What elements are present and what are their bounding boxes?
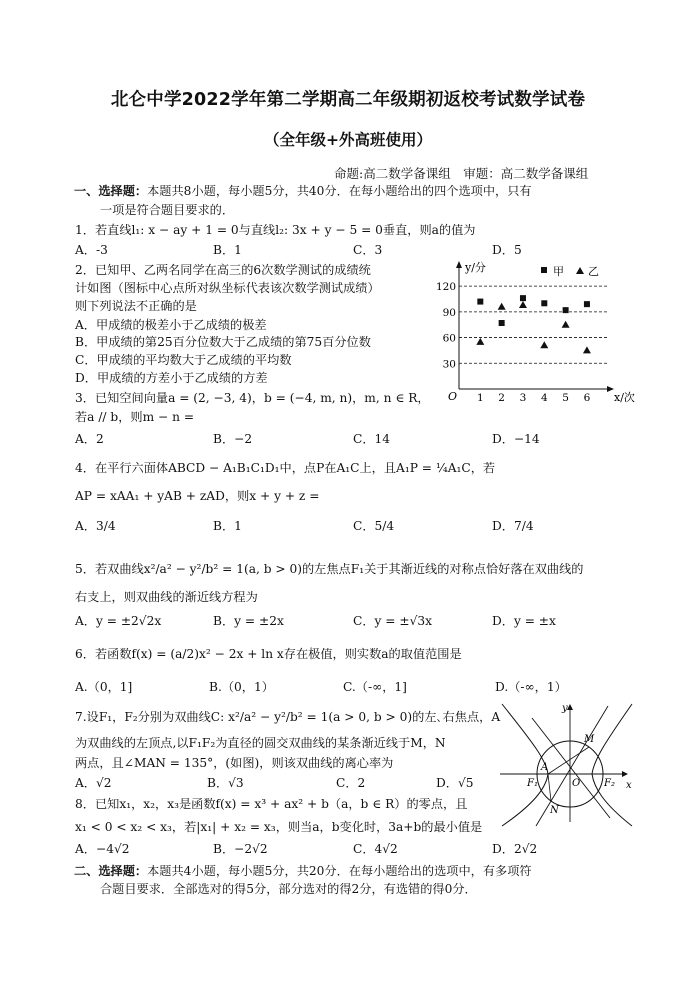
x-tick-label: 5	[562, 392, 569, 404]
fig-label-m: M	[584, 734, 595, 745]
q8-stem-line2: x₁ < 0 < x₂ < x₃，若|x₁| + x₂ = x₃，则当a，b变化时，3a+b的最小值是	[75, 820, 483, 834]
section2-text2: 合题目要求．全部选对的得5分，部分选对的得2分，有选错的得0分．	[100, 882, 477, 896]
q5-option-d: D．y = ±x	[492, 614, 556, 628]
q2-stem-line2: 计如图（图标中心点所对纵坐标代表该次数学测试成绩）	[75, 281, 380, 295]
chart-xlabel: x/次	[614, 391, 635, 404]
point-jia-3	[520, 295, 526, 301]
point-jia-2	[499, 320, 505, 326]
fig-label-o: O	[572, 778, 581, 789]
q7-option-b: B．√3	[207, 776, 244, 790]
point-jia-4	[541, 300, 547, 306]
q4-stem-line1: 4．在平行六面体ABCD − A₁B₁C₁D₁中，点P在A₁C上，且A₁P = ¼A₁C，若	[75, 461, 496, 475]
chart-y-axis-arrow	[456, 261, 462, 268]
q3-option-c: C．14	[353, 432, 391, 446]
q7-stem-line3: 两点，且∠MAN = 135°，(如图)，则该双曲线的离心率为	[75, 756, 394, 770]
y-tick-label: 60	[442, 332, 456, 345]
q7-stem-line1: 7.设F₁，F₂分别为双曲线C: x²/a² − y²/b² = 1(a > 0, b > 0)的左､右焦点，A	[75, 710, 501, 724]
section2-heading	[74, 862, 532, 879]
point-jia-1	[477, 299, 483, 305]
chart-x-axis-arrow	[607, 386, 614, 392]
x-tick-label: 6	[583, 392, 591, 404]
q4-option-a: A．3/4	[75, 519, 116, 533]
q4-option-d: D．7/4	[492, 519, 534, 533]
fig-x-arrow	[622, 771, 628, 777]
chart-origin: O	[448, 390, 458, 403]
y-tick-label: 90	[442, 306, 456, 319]
fig-label-f2: F₂	[604, 778, 615, 789]
page-title: 北仑中学2022学年第二学期高二年级期初返校考试数学试卷	[110, 90, 586, 110]
q5-option-c: C．y = ±√3x	[353, 614, 432, 628]
fig-seg-am	[548, 747, 589, 774]
q1-stem: 1．若直线l₁: x − ay + 1 = 0与直线l₂: 3x + y − 5 = 0垂直，则a的值为	[75, 223, 476, 237]
q2-option-b: B．甲成绩的第25百分位数大于乙成绩的第75百分位数	[75, 335, 371, 349]
point-yi-6	[583, 346, 591, 353]
y-tick-label: 30	[442, 358, 456, 371]
legend-triangle-marker	[576, 267, 584, 274]
q8-option-b: B．−2√2	[213, 842, 268, 856]
fig-y-arrow	[567, 704, 573, 710]
fig-label-x: x	[626, 780, 632, 791]
q2-option-a: A．甲成绩的极差小于乙成绩的极差	[75, 318, 267, 332]
q4-stem-line2: AP = xAA₁ + yAB + zAD，则x + y + z =	[75, 489, 320, 503]
q1-option-a: A．-3	[75, 243, 108, 257]
q3-stem-line1: 3．已知空间向量a = (2, −3, 4)，b = (−4, m, n)，m, n ∈ R，	[75, 391, 430, 405]
q1-option-d: D．5	[492, 243, 522, 257]
q3-stem-line2: 若a // b，则m − n =	[75, 410, 195, 424]
legend-label-yi: 乙	[588, 265, 599, 278]
q4-option-c: C．5/4	[353, 519, 395, 533]
legend-square-marker	[541, 267, 547, 273]
q5-stem-line1: 5．若双曲线x²/a² − y²/b² = 1(a, b > 0)的左焦点F₁关于其渐近线的对称点恰好落在双曲线的	[75, 562, 584, 576]
q5-stem-line2: 右支上，则双曲线的渐近线方程为	[75, 590, 258, 604]
x-tick-label: 3	[519, 392, 527, 404]
q2-stem-line1: 2．已知甲、乙两名同学在高三的6次数学测试的成绩统	[75, 263, 371, 277]
q7-option-d: D．√5	[436, 776, 474, 790]
section2-label: 二、选择题：	[74, 864, 148, 878]
q1-option-c: C．3	[353, 243, 383, 257]
fig-label-n: N	[550, 805, 559, 816]
y-tick-label: 120	[435, 281, 456, 294]
legend-label-jia: 甲	[553, 265, 564, 278]
q6-option-b: B.（0，1）	[209, 680, 274, 694]
point-yi-4	[540, 341, 548, 348]
chart-ylabel: y/分	[465, 261, 486, 274]
q7-option-c: C．2	[336, 776, 366, 790]
q2-stem-line3: 则下列说法不正确的是	[75, 299, 197, 313]
q3-option-a: A．2	[75, 432, 104, 446]
point-yi-3	[519, 301, 527, 308]
q8-option-c: C．4√2	[353, 842, 398, 856]
q6-option-a: A.（0，1]	[75, 680, 133, 694]
q6-option-d: D.（-∞，1）	[495, 680, 567, 694]
section1-label: 一、选择题：	[74, 184, 148, 198]
q4-option-b: B．1	[213, 519, 242, 533]
hyperbola-figure	[494, 698, 636, 826]
q7-stem-line2: 为双曲线的左顶点,以F₁F₂为直径的圆交双曲线的某条渐近线于M，N	[75, 736, 446, 750]
q8-stem-line1: 8．已知x₁，x₂，x₃是函数f(x) = x³ + ax² + b（a，b ∈ R）的零点，且	[75, 797, 468, 811]
point-yi-1	[476, 338, 484, 345]
q1-option-b: B．1	[213, 243, 242, 257]
section1-heading	[74, 182, 532, 199]
section2-text1: 本题共4小题，每小题5分，共20分．在每小题给出的选项中，有多项符	[147, 864, 532, 878]
q2-option-d: D．甲成绩的方差小于乙成绩的方差	[75, 371, 268, 385]
fig-label-y: y	[562, 703, 568, 714]
page-subtitle: （全年级+外高班使用）	[264, 131, 432, 149]
q6-stem: 6．若函数f(x) = (a/2)x² − 2x + ln x存在极值，则实数a的取值范围是	[75, 647, 462, 661]
q5-option-a: A．y = ±2√2x	[75, 614, 162, 628]
q2-option-c: C．甲成绩的平均数大于乙成绩的平均数	[75, 353, 292, 367]
x-tick-label: 2	[498, 392, 505, 404]
q7-option-a: A．√2	[75, 776, 112, 790]
point-yi-2	[498, 303, 506, 310]
fig-label-f1: F₁	[527, 778, 538, 789]
point-jia-5	[563, 307, 569, 313]
q5-option-b: B．y = ±2x	[213, 614, 284, 628]
q8-option-a: A．−4√2	[75, 842, 130, 856]
x-tick-label: 4	[540, 392, 548, 404]
point-yi-5	[562, 321, 570, 328]
section1-text1: 本题共8小题，每小题5分，共40分．在每小题给出的四个选项中，只有	[147, 184, 532, 198]
q6-option-c: C.（-∞，1]	[343, 680, 407, 694]
fig-label-a: A	[541, 762, 549, 773]
score-scatter-chart	[435, 255, 640, 404]
q8-option-d: D．2√2	[492, 842, 538, 856]
author-line: 命题:高二数学备课组 审题：高二数学备课组	[334, 166, 589, 181]
q3-option-d: D．−14	[492, 432, 540, 446]
q3-option-b: B．−2	[213, 432, 253, 446]
x-tick-label: 1	[476, 392, 484, 404]
section1-text2: 一项是符合题目要求的．	[100, 203, 235, 217]
fig-seg-an	[548, 774, 551, 801]
point-jia-6	[584, 301, 590, 307]
